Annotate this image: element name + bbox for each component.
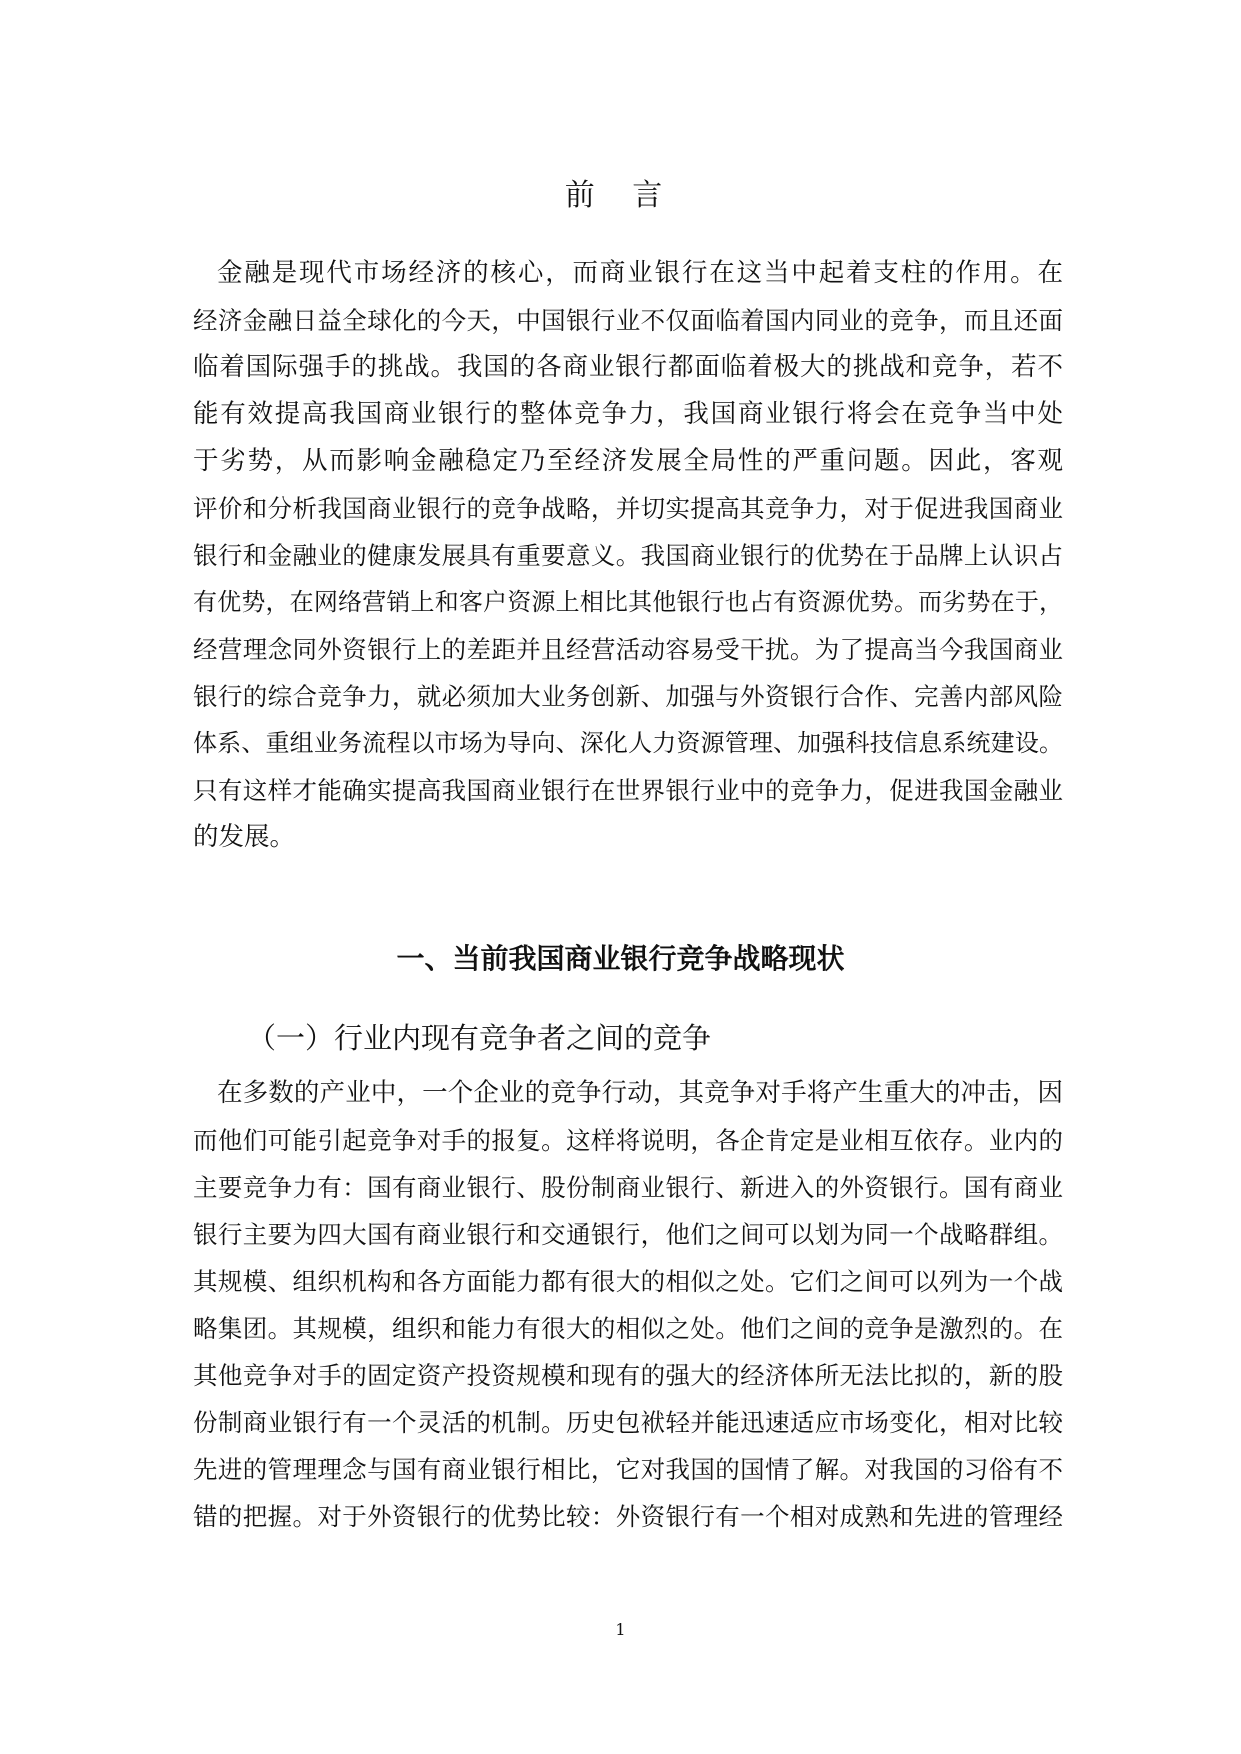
paragraph-line: 份制商业银行有一个灵活的机制。历史包袱轻并能迅速适应市场变化，相对比较 [193,1408,1063,1437]
paragraph-line: 只有这样才能确实提高我国商业银行在世界银行业中的竞争力，促进我国金融业 [193,776,1063,805]
subsection-heading: （一）行业内现有竞争者之间的竞争 [247,1021,712,1055]
paragraph-line: 体系、重组业务流程以市场为导向、深化人力资源管理、加强科技信息系统建设。 [193,729,1063,757]
paragraph-line: 经营理念同外资银行上的差距并且经营活动容易受干扰。为了提高当今我国商业 [193,635,1063,664]
paragraph-line: 能有效提高我国商业银行的整体竞争力，我国商业银行将会在竞争当中处 [193,399,1063,429]
foreword-paragraph [193,250,1063,861]
page-number: 1 [615,1620,626,1639]
section-heading: 一、当前我国商业银行竞争战略现状 [396,942,845,975]
paragraph-line: 临着国际强手的挑战。我国的各商业银行都面临着极大的挑战和竞争，若不 [193,352,1063,382]
paragraph-line: 金融是现代市场经济的核心，而商业银行在这当中起着支柱的作用。在 [217,258,1063,288]
paragraph-line: 于劣势，从而影响金融稳定乃至经济发展全局性的严重问题。因此，客观 [193,446,1063,476]
paragraph-line: 银行主要为四大国有商业银行和交通银行，他们之间可以划为同一个战略群组。 [193,1220,1063,1249]
paragraph-line: 银行的综合竞争力，就必须加大业务创新、加强与外资银行合作、完善内部风险 [193,682,1063,711]
paragraph-line: 而他们可能引起竞争对手的报复。这样将说明，各企肯定是业相互依存。业内的 [193,1126,1063,1155]
paragraph-line: 错的把握。对于外资银行的优势比较：外资银行有一个相对成熟和先进的管理经 [193,1502,1063,1531]
paragraph-line: 有优势，在网络营销上和客户资源上相比其他银行也占有资源优势。而劣势在于， [193,588,1063,616]
paragraph-line: 的发展。 [193,822,296,852]
paragraph-line: 在多数的产业中，一个企业的竞争行动，其竞争对手将产生重大的冲击，因 [217,1078,1063,1108]
foreword-title: 前 言 [564,178,677,213]
paragraph-line: 银行和金融业的健康发展具有重要意义。我国商业银行的优势在于品牌上认识占 [193,541,1063,570]
paragraph-line: 主要竞争力有：国有商业银行、股份制商业银行、新进入的外资银行。国有商业 [193,1173,1063,1202]
paragraph-line: 评价和分析我国商业银行的竞争战略，并切实提高其竞争力，对于促进我国商业 [193,494,1063,523]
paragraph-line: 其规模、组织机构和各方面能力都有很大的相似之处。它们之间可以列为一个战 [193,1267,1063,1296]
paragraph-line: 其他竞争对手的固定资产投资规模和现有的强大的经济体所无法比拟的，新的股 [193,1361,1063,1390]
paragraph-line: 略集团。其规模，组织和能力有很大的相似之处。他们之间的竞争是激烈的。在 [193,1314,1063,1343]
paragraph-line: 经济金融日益全球化的今天，中国银行业不仅面临着国内同业的竞争，而且还面 [193,306,1063,335]
competition-paragraph [193,1070,1063,1540]
paragraph-line: 先进的管理理念与国有商业银行相比，它对我国的国情了解。对我国的习俗有不 [193,1455,1063,1484]
